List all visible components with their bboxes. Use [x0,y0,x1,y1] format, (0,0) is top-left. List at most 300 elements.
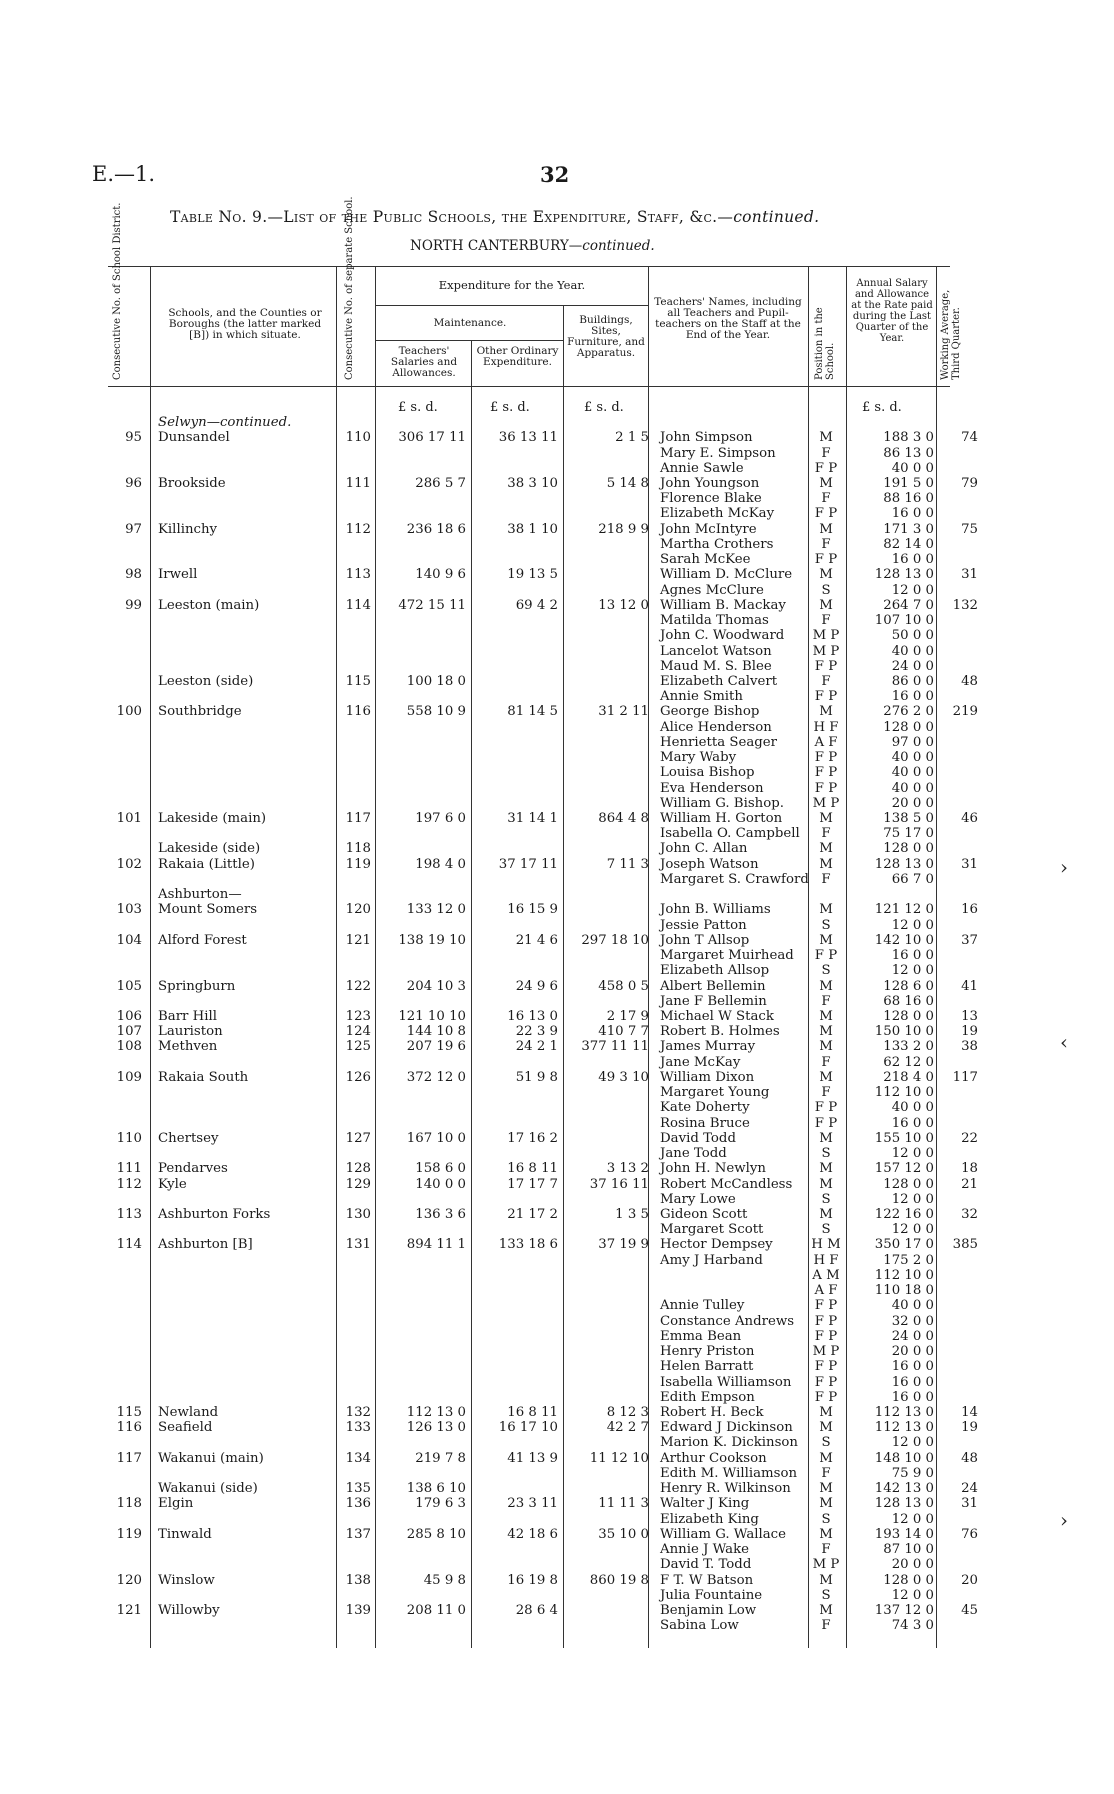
district-name: NORTH CANTERBURY— [410,238,583,254]
district-no: 119 [116,1526,142,1542]
teacher-name: Kate Doherty [660,1100,750,1116]
position: S [821,582,831,598]
district-no: 102 [116,856,142,872]
other-expenditure: 24 9 6 [515,978,558,994]
teacher-name: Margaret S. Crawford [660,871,809,887]
position: M [819,1496,833,1512]
position: F P [814,1328,838,1344]
district-no: 105 [116,978,142,994]
position: F [821,491,831,507]
separate-no: 122 [345,978,371,994]
teacher-name: Edward J Dickinson [660,1420,793,1436]
teacher-salaries: 179 6 3 [415,1496,466,1512]
teacher-salaries: 219 7 8 [415,1450,466,1466]
working-average: 117 [952,1069,978,1085]
teacher-name: Annie Tulley [660,1298,745,1314]
position: F P [814,780,838,796]
table-row [0,1161,1114,1176]
district-no: 109 [116,1069,142,1085]
annual-allowance: 16 0 0 [891,1374,934,1390]
teacher-salaries: 472 15 11 [398,597,466,613]
teacher-name: John McIntyre [660,521,757,537]
other-expenditure: 133 18 6 [498,1237,558,1253]
annual-allowance: 20 0 0 [891,1557,934,1573]
position: F P [814,1100,838,1116]
working-average: 22 [961,1130,978,1146]
annual-allowance: 12 0 0 [891,917,934,933]
teacher-salaries: 138 6 10 [406,1481,466,1497]
table-row [0,446,1114,461]
teacher-name: Robert B. Holmes [660,1024,780,1040]
table-title-suffix: —continued. [717,208,820,226]
table-row [0,1573,1114,1588]
position: S [821,963,831,979]
teacher-name: John T Allsop [660,932,750,948]
position: F P [814,460,838,476]
buildings-expenditure: 1 3 5 [615,1207,649,1222]
working-average: 13 [961,1009,978,1024]
teacher-name: Elizabeth Allsop [660,963,770,979]
annual-allowance: 68 16 0 [883,993,934,1009]
school-name: Elgin [158,1496,194,1512]
district-no: 99 [125,597,142,613]
teacher-name: Margaret Muirhead [660,948,794,964]
table-row [0,781,1114,796]
teacher-salaries: 286 5 7 [415,475,466,491]
other-expenditure: 23 3 11 [507,1496,558,1512]
buildings-expenditure: 42 2 7 [606,1420,649,1436]
table-title-prefix: Table No. 9.— [170,208,284,226]
position: M [819,521,833,537]
buildings-expenditure: 31 2 11 [598,704,649,720]
buildings-expenditure: 7 11 3 [606,856,649,872]
table-row [0,1405,1114,1420]
other-expenditure: 21 4 6 [515,932,558,948]
buildings-expenditure: 860 19 8 [589,1572,649,1588]
separate-no: 133 [345,1420,371,1436]
teacher-name: Gideon Scott [660,1207,748,1222]
position: H M [811,1237,841,1253]
annual-allowance: 40 0 0 [891,750,934,766]
col-header-buildings: Buildings, Sites, Furniture, and Apparatus. [567,314,645,359]
table-row [0,689,1114,704]
school-name: Dunsandel [158,430,230,446]
teacher-name: William H. Gorton [660,811,783,826]
district-no: 120 [116,1572,142,1588]
school-name: Leeston (side) [158,673,254,689]
separate-no: 116 [345,704,371,720]
table-row [0,1222,1114,1237]
teacher-name: Jane F Bellemin [660,993,767,1009]
annual-allowance: 128 13 0 [874,1496,934,1512]
annual-allowance: 128 0 0 [883,841,934,857]
school-name: Rakaia (Little) [158,856,255,872]
teacher-name: Isabella O. Campbell [660,826,800,842]
table-row [0,1237,1114,1252]
table-row [0,613,1114,628]
separate-no: 123 [345,1009,371,1024]
position: A F [814,734,838,750]
working-average: 76 [961,1526,978,1542]
position: F P [814,1298,838,1314]
separate-no: 131 [345,1237,371,1253]
working-average: 219 [952,704,978,720]
school-name: Irwell [158,567,198,583]
teacher-name: Henry Priston [660,1344,755,1359]
table-row [0,674,1114,689]
annual-allowance: 86 0 0 [891,673,934,689]
working-average: 74 [961,430,978,446]
position: M P [812,628,840,644]
working-average: 24 [961,1481,978,1497]
district-no: 121 [116,1602,142,1618]
teacher-salaries: 207 19 6 [406,1039,466,1055]
position: S [821,1222,831,1238]
table-row [0,1131,1114,1146]
table-row [0,704,1114,719]
table-row [0,1207,1114,1222]
teacher-name: Henrietta Seager [660,734,777,750]
school-name: Pendarves [158,1161,228,1177]
annual-allowance: 16 0 0 [891,1359,934,1375]
annual-allowance: 112 13 0 [874,1420,934,1436]
units-allowance: £ s. d. [862,400,902,415]
position: F P [814,1115,838,1131]
table-row [0,811,1114,826]
district-no: 97 [125,521,142,537]
position: M [819,430,833,446]
buildings-expenditure: 37 19 9 [598,1237,649,1253]
annual-allowance: 350 17 0 [874,1237,934,1253]
table-row [0,415,1114,430]
col-header-expenditure: Expenditure for the Year. [438,278,586,292]
separate-no: 138 [345,1572,371,1588]
separate-no: 113 [345,567,371,583]
annual-allowance: 16 0 0 [891,1389,934,1405]
annual-allowance: 112 10 0 [874,1267,934,1283]
separate-no: 110 [345,430,371,446]
annual-allowance: 16 0 0 [891,948,934,964]
teacher-salaries: 894 11 1 [406,1237,466,1253]
annual-allowance: 12 0 0 [891,1511,934,1527]
teacher-name: Rosina Bruce [660,1115,750,1131]
annual-allowance: 40 0 0 [891,765,934,781]
district-no: 113 [116,1207,142,1222]
annual-allowance: 32 0 0 [891,1313,934,1329]
teacher-name: Margaret Scott [660,1222,764,1238]
working-average: 21 [961,1176,978,1192]
teacher-salaries: 372 12 0 [406,1069,466,1085]
teacher-salaries: 197 6 0 [415,811,466,826]
other-expenditure: 51 9 8 [515,1069,558,1085]
document-code: E.—1. [92,162,156,186]
teacher-name: Marion K. Dickinson [660,1435,798,1451]
school-name: Lakeside (main) [158,811,267,826]
other-expenditure: 16 8 11 [507,1405,558,1420]
annual-allowance: 112 13 0 [874,1405,934,1420]
annual-allowance: 74 3 0 [891,1618,934,1634]
other-expenditure: 28 6 4 [515,1602,558,1618]
annual-allowance: 128 0 0 [883,1009,934,1024]
teacher-name: Amy J Harband [660,1252,763,1268]
other-expenditure: 16 15 9 [507,902,558,918]
school-name: Winslow [158,1572,215,1588]
teacher-salaries: 204 10 3 [406,978,466,994]
annual-allowance: 133 2 0 [883,1039,934,1055]
teacher-name: Michael W Stack [660,1009,774,1024]
table-row [0,537,1114,552]
table-row [0,1116,1114,1131]
annual-allowance: 88 16 0 [883,491,934,507]
teacher-name: John C. Allan [660,841,748,857]
table-row [0,1557,1114,1572]
other-expenditure: 36 13 11 [498,430,558,446]
working-average: 75 [961,521,978,537]
working-average: 19 [961,1024,978,1040]
teacher-salaries: 236 18 6 [406,521,466,537]
other-expenditure: 22 3 9 [515,1024,558,1040]
annual-allowance: 12 0 0 [891,1587,934,1603]
teacher-name: Florence Blake [660,491,762,507]
table-row [0,1451,1114,1466]
teacher-name: Benjamin Low [660,1602,757,1618]
teacher-name: David Todd [660,1130,736,1146]
school-name: Kyle [158,1176,187,1192]
school-name: Rakaia South [158,1069,249,1085]
school-name: Alford Forest [158,932,247,948]
position: S [821,1191,831,1207]
school-name: Mount Somers [158,902,258,918]
buildings-expenditure: 377 11 11 [581,1039,649,1055]
table-row [0,735,1114,750]
other-expenditure: 21 17 2 [507,1207,558,1222]
table-row [0,796,1114,811]
position: H F [813,1252,839,1268]
table-row [0,1283,1114,1298]
table-row [0,1314,1114,1329]
other-expenditure: 42 18 6 [507,1526,558,1542]
annual-allowance: 137 12 0 [874,1602,934,1618]
school-name: Ashburton— [158,887,242,903]
position: F P [814,658,838,674]
position: S [821,917,831,933]
separate-no: 115 [345,673,371,689]
table-row [0,522,1114,537]
table-row [0,1329,1114,1344]
buildings-expenditure: 11 12 10 [589,1450,649,1466]
other-expenditure: 16 8 11 [507,1161,558,1177]
table-row [0,1390,1114,1405]
position: M [819,841,833,857]
table-row [0,1055,1114,1070]
position: S [821,1587,831,1603]
position: M [819,1481,833,1497]
working-average: 31 [961,567,978,583]
teacher-name: John C. Woodward [660,628,785,644]
position: F P [814,552,838,568]
school-name: Chertsey [158,1130,219,1146]
other-expenditure: 19 13 5 [507,567,558,583]
annual-allowance: 82 14 0 [883,536,934,552]
school-name: Leeston (main) [158,597,260,613]
other-expenditure: 81 14 5 [507,704,558,720]
annual-allowance: 218 4 0 [883,1069,934,1085]
teacher-name: David T. Todd [660,1557,752,1573]
table-row [0,1024,1114,1039]
annual-allowance: 171 3 0 [883,521,934,537]
position: M [819,811,833,826]
teacher-name: Joseph Watson [660,856,759,872]
table-row [0,461,1114,476]
buildings-expenditure: 5 14 8 [606,475,649,491]
working-average: 45 [961,1602,978,1618]
table-row [0,1420,1114,1435]
annual-allowance: 107 10 0 [874,613,934,628]
separate-no: 120 [345,902,371,918]
position: F [821,1085,831,1101]
col-header-position: Position in the School. [814,307,836,380]
school-name: Ashburton [B] [158,1237,253,1253]
table-row [0,644,1114,659]
teacher-name: Mary Waby [660,750,737,766]
school-name: Southbridge [158,704,242,720]
position: M P [812,1557,840,1573]
teacher-salaries: 100 18 0 [406,673,466,689]
table-row [0,720,1114,735]
table-row [0,841,1114,856]
district-no: 106 [116,1009,142,1024]
working-average: 385 [952,1237,978,1253]
table-row [0,567,1114,582]
position: M [819,932,833,948]
table-row [0,887,1114,902]
annual-allowance: 142 10 0 [874,932,934,948]
table-row [0,826,1114,841]
buildings-expenditure: 218 9 9 [598,521,649,537]
margin-arrow-icon: › [1060,855,1068,879]
teacher-name: William B. Mackay [660,597,786,613]
annual-allowance: 138 5 0 [883,811,934,826]
annual-allowance: 276 2 0 [883,704,934,720]
table-row [0,1496,1114,1511]
annual-allowance: 20 0 0 [891,1344,934,1359]
annual-allowance: 193 14 0 [874,1526,934,1542]
teacher-name: Albert Bellemin [660,978,766,994]
position: S [821,1511,831,1527]
working-average: 18 [961,1161,978,1177]
separate-no: 119 [345,856,371,872]
annual-allowance: 97 0 0 [891,734,934,750]
table-row [0,902,1114,917]
teacher-name: Henry R. Wilkinson [660,1481,791,1497]
position: M [819,1024,833,1040]
teacher-name: Annie J Wake [660,1542,750,1557]
other-expenditure: 16 19 8 [507,1572,558,1588]
position: F [821,613,831,628]
working-average: 48 [961,1450,978,1466]
annual-allowance: 121 12 0 [874,902,934,918]
district-no: 114 [116,1237,142,1253]
position: M P [812,643,840,659]
school-name: Methven [158,1039,218,1055]
position: F [821,1542,831,1557]
other-expenditure: 16 13 0 [507,1009,558,1024]
buildings-expenditure: 297 18 10 [581,932,649,948]
annual-allowance: 175 2 0 [883,1252,934,1268]
position: F P [814,1374,838,1390]
annual-allowance: 112 10 0 [874,1085,934,1101]
separate-no: 112 [345,521,371,537]
annual-allowance: 150 10 0 [874,1024,934,1040]
buildings-expenditure: 2 1 5 [615,430,649,446]
school-name: Brookside [158,475,226,491]
teacher-salaries: 140 0 0 [415,1176,466,1192]
teacher-name: John H. Newlyn [660,1161,766,1177]
teacher-name: Julia Fountaine [660,1587,763,1603]
other-expenditure: 24 2 1 [515,1039,558,1055]
table-row [0,1146,1114,1161]
annual-allowance: 122 16 0 [874,1207,934,1222]
annual-allowance: 128 13 0 [874,856,934,872]
school-name: Seafield [158,1420,213,1436]
separate-no: 127 [345,1130,371,1146]
buildings-expenditure: 864 4 8 [598,811,649,826]
table-row [0,979,1114,994]
teacher-name: William Dixon [660,1069,755,1085]
teacher-salaries: 121 10 10 [398,1009,466,1024]
other-expenditure: 69 4 2 [515,597,558,613]
annual-allowance: 12 0 0 [891,1191,934,1207]
teacher-name: Elizabeth McKay [660,506,775,522]
teacher-name: Matilda Thomas [660,613,769,628]
teacher-name: Mary Lowe [660,1191,736,1207]
table-row [0,1344,1114,1359]
separate-no: 134 [345,1450,371,1466]
teacher-name: Margaret Young [660,1085,770,1101]
annual-allowance: 12 0 0 [891,963,934,979]
col-header-schools: Schools, and the Counties or Boroughs (the latter marked [B]) in which situate. [168,307,322,341]
separate-no: 129 [345,1176,371,1192]
school-name: Killinchy [158,521,218,537]
col-header-average: Working Average, Third Quarter. [940,289,962,380]
teacher-name: Arthur Cookson [660,1450,767,1466]
district-suffix: continued. [582,238,655,254]
teacher-name: Maud M. S. Blee [660,658,772,674]
district-no: 98 [125,567,142,583]
position: F P [814,750,838,766]
annual-allowance: 16 0 0 [891,1115,934,1131]
working-average: 32 [961,1207,978,1222]
annual-allowance: 40 0 0 [891,1100,934,1116]
position: M [819,1207,833,1222]
teacher-name: William D. McClure [660,567,793,583]
col-header-separate-no: Consecutive No. of separate School. [344,196,355,380]
separate-no: 124 [345,1024,371,1040]
annual-allowance: 128 13 0 [874,567,934,583]
table-row [0,1085,1114,1100]
teacher-name: Constance Andrews [660,1313,795,1329]
school-name: Tinwald [158,1526,212,1542]
table-row [0,948,1114,963]
position: M [819,1450,833,1466]
separate-no: 128 [345,1161,371,1177]
table-row [0,1603,1114,1618]
table-row [0,857,1114,872]
annual-allowance: 142 13 0 [874,1481,934,1497]
position: M [819,856,833,872]
buildings-expenditure: 8 12 3 [606,1405,649,1420]
teacher-name: Walter J King [660,1496,750,1512]
